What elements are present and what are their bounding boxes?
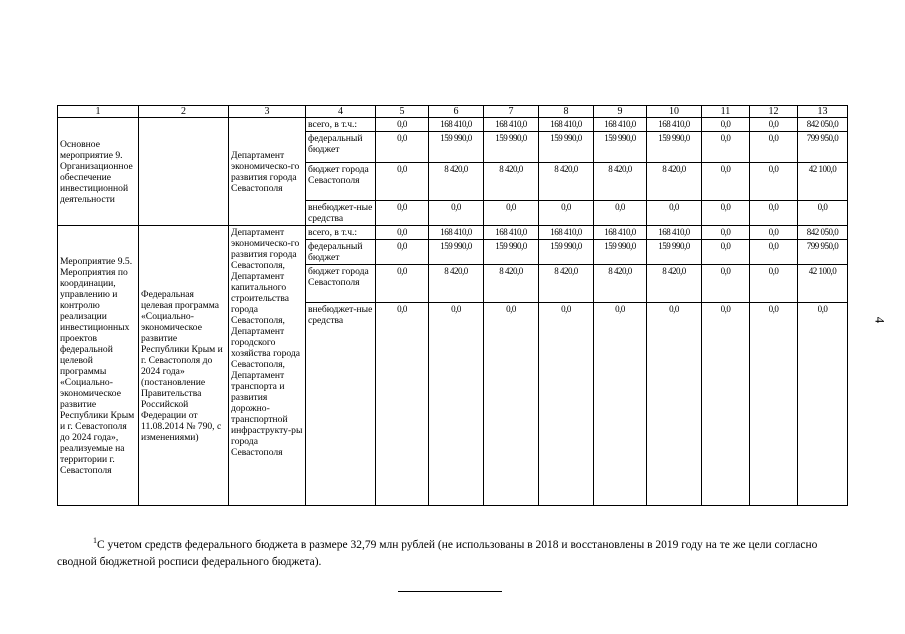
table-row bbox=[58, 226, 848, 240]
value-cell: 159 990,0 bbox=[539, 132, 594, 163]
value-cell: 0,0 bbox=[647, 303, 702, 506]
header-cell: 4 bbox=[306, 106, 376, 118]
value-cell: 0,0 bbox=[702, 201, 750, 226]
value-cell: 0,0 bbox=[376, 265, 429, 303]
value-cell: 0,0 bbox=[376, 132, 429, 163]
value-cell: 0,0 bbox=[750, 163, 798, 201]
header-cell: 11 bbox=[702, 106, 750, 118]
value-cell: 0,0 bbox=[798, 201, 848, 226]
header-cell: 8 bbox=[539, 106, 594, 118]
value-cell: 0,0 bbox=[376, 118, 429, 132]
funding-source-cell: бюджет города Севастополя bbox=[306, 265, 376, 303]
value-cell: 159 990,0 bbox=[647, 132, 702, 163]
value-cell: 168 410,0 bbox=[647, 226, 702, 240]
program-cell bbox=[139, 118, 229, 226]
page-number: 4 bbox=[872, 316, 888, 324]
value-cell: 0,0 bbox=[750, 303, 798, 506]
value-cell: 168 410,0 bbox=[429, 226, 484, 240]
value-cell: 0,0 bbox=[376, 201, 429, 226]
value-cell: 168 410,0 bbox=[594, 118, 647, 132]
header-cell: 1 bbox=[58, 106, 139, 118]
value-cell: 0,0 bbox=[750, 240, 798, 265]
program-cell: Федеральная целевая программа «Социально-экономическое развитие Республики Крым и г. Севастополя до 2024 года» (постановление Правительства Российской Федерации от 11.08.2014 № 790, с изменениями) bbox=[139, 226, 229, 506]
value-cell: 0,0 bbox=[702, 163, 750, 201]
funding-source-cell: федеральный бюджет bbox=[306, 240, 376, 265]
value-cell: 0,0 bbox=[702, 303, 750, 506]
value-cell: 0,0 bbox=[376, 303, 429, 506]
value-cell: 159 990,0 bbox=[594, 132, 647, 163]
value-cell: 8 420,0 bbox=[647, 163, 702, 201]
value-cell: 799 950,0 bbox=[798, 132, 848, 163]
value-cell: 168 410,0 bbox=[429, 118, 484, 132]
value-cell: 168 410,0 bbox=[484, 118, 539, 132]
value-cell: 168 410,0 bbox=[484, 226, 539, 240]
value-cell: 0,0 bbox=[798, 303, 848, 506]
value-cell: 0,0 bbox=[750, 118, 798, 132]
header-cell: 12 bbox=[750, 106, 798, 118]
header-row bbox=[58, 106, 848, 118]
value-cell: 842 050,0 bbox=[798, 118, 848, 132]
value-cell: 0,0 bbox=[539, 201, 594, 226]
value-cell: 8 420,0 bbox=[647, 265, 702, 303]
funding-source-cell: всего, в т.ч.: bbox=[306, 226, 376, 240]
footnote-mark: 1 bbox=[93, 536, 97, 545]
value-cell: 0,0 bbox=[376, 163, 429, 201]
footnote-text: С учетом средств федерального бюджета в размере 32,79 млн рублей (не использованы в 2018 и восстановлены в 2019 году на те же цели согласно сводной бюджетной росписи федерального бюджета). bbox=[57, 538, 818, 568]
value-cell: 0,0 bbox=[750, 132, 798, 163]
table-row bbox=[58, 118, 848, 132]
value-cell: 0,0 bbox=[750, 201, 798, 226]
funding-source-cell: внебюджет-ные средства bbox=[306, 201, 376, 226]
executor-cell: Департамент экономическо-го развития города Севастополя bbox=[229, 118, 306, 226]
value-cell: 8 420,0 bbox=[429, 163, 484, 201]
value-cell: 0,0 bbox=[594, 303, 647, 506]
value-cell: 842 050,0 bbox=[798, 226, 848, 240]
footnote bbox=[57, 532, 849, 571]
funding-source-cell: федеральный бюджет bbox=[306, 132, 376, 163]
value-cell: 8 420,0 bbox=[594, 163, 647, 201]
value-cell: 8 420,0 bbox=[484, 163, 539, 201]
value-cell: 0,0 bbox=[702, 118, 750, 132]
header-cell: 13 bbox=[798, 106, 848, 118]
value-cell: 159 990,0 bbox=[484, 240, 539, 265]
value-cell: 0,0 bbox=[429, 201, 484, 226]
budget-table bbox=[57, 105, 848, 506]
value-cell: 168 410,0 bbox=[539, 118, 594, 132]
value-cell: 0,0 bbox=[484, 303, 539, 506]
header-cell: 10 bbox=[647, 106, 702, 118]
value-cell: 0,0 bbox=[702, 132, 750, 163]
funding-source-cell: всего, в т.ч.: bbox=[306, 118, 376, 132]
header-cell: 3 bbox=[229, 106, 306, 118]
header-cell: 9 bbox=[594, 106, 647, 118]
value-cell: 0,0 bbox=[750, 226, 798, 240]
funding-source-cell: внебюджет-ные средства bbox=[306, 303, 376, 506]
header-cell: 6 bbox=[429, 106, 484, 118]
header-cell: 5 bbox=[376, 106, 429, 118]
funding-source-cell: бюджет города Севастополя bbox=[306, 163, 376, 201]
value-cell: 0,0 bbox=[594, 201, 647, 226]
value-cell: 0,0 bbox=[376, 226, 429, 240]
value-cell: 0,0 bbox=[702, 226, 750, 240]
value-cell: 168 410,0 bbox=[647, 118, 702, 132]
value-cell: 159 990,0 bbox=[484, 132, 539, 163]
value-cell: 0,0 bbox=[647, 201, 702, 226]
separator-line bbox=[398, 591, 502, 592]
value-cell: 0,0 bbox=[702, 240, 750, 265]
value-cell: 799 950,0 bbox=[798, 240, 848, 265]
value-cell: 0,0 bbox=[376, 240, 429, 265]
value-cell: 8 420,0 bbox=[484, 265, 539, 303]
value-cell: 159 990,0 bbox=[539, 240, 594, 265]
value-cell: 0,0 bbox=[750, 265, 798, 303]
value-cell: 168 410,0 bbox=[539, 226, 594, 240]
value-cell: 168 410,0 bbox=[594, 226, 647, 240]
value-cell: 8 420,0 bbox=[539, 265, 594, 303]
value-cell: 8 420,0 bbox=[539, 163, 594, 201]
activity-name-cell: Мероприятие 9.5. Мероприятия по координации, управлению и контролю реализации инвестиционных проектов федеральной целевой программы «Социально-экономическое развитие Республики Крым и г. Севастополя до 2024 года», реализуемые на территории г. Севастополя bbox=[58, 226, 139, 506]
value-cell: 0,0 bbox=[539, 303, 594, 506]
value-cell: 159 990,0 bbox=[647, 240, 702, 265]
executor-cell: Департамент экономическо-го развития города Севастополя, Департамент капитального строительства города Севастополя, Департамент городского хозяйства города Севастополя, Департамент транспорта и развития дорожно-транспортной инфраструкту-ры города Севастополя bbox=[229, 226, 306, 506]
header-cell: 7 bbox=[484, 106, 539, 118]
value-cell: 8 420,0 bbox=[429, 265, 484, 303]
value-cell: 8 420,0 bbox=[594, 265, 647, 303]
value-cell: 42 100,0 bbox=[798, 265, 848, 303]
value-cell: 0,0 bbox=[429, 303, 484, 506]
activity-name-cell: Основное мероприятие 9. Организационное обеспечение инвестиционной деятельности bbox=[58, 118, 139, 226]
value-cell: 159 990,0 bbox=[429, 132, 484, 163]
value-cell: 42 100,0 bbox=[798, 163, 848, 201]
value-cell: 159 990,0 bbox=[594, 240, 647, 265]
header-cell: 2 bbox=[139, 106, 229, 118]
value-cell: 159 990,0 bbox=[429, 240, 484, 265]
value-cell: 0,0 bbox=[484, 201, 539, 226]
value-cell: 0,0 bbox=[702, 265, 750, 303]
